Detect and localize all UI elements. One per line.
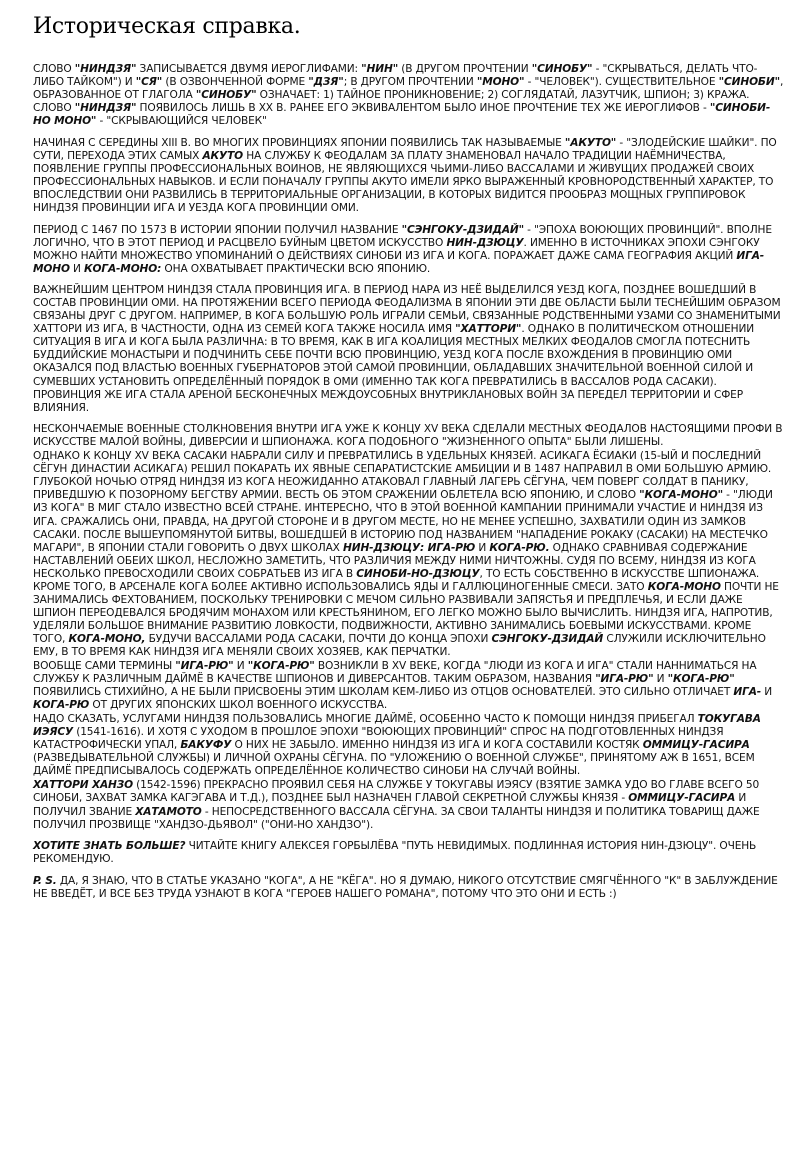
paragraph-p2	[33, 137, 785, 215]
text-run: ; В ДРУГОМ ПРОЧТЕНИИ	[343, 76, 477, 89]
paragraph-p3	[33, 224, 785, 276]
text-run: И	[761, 686, 772, 699]
text-run: (В ОЗВОНЧЕННОЙ ФОРМЕ	[162, 76, 309, 89]
text-run: И	[475, 541, 490, 554]
text-run: ПОЯВИЛИСЬ СТИХИЙНО, А НЕ БЫЛИ ПРИСВОЕНЫ ЭТИМ ШКОЛАМ КЕМ-ЛИБО ИЗ ОТЦОВ ОСНОВАТЕЛЕЙ. ЭТО СИЛЬНО ОТЛИЧАЕТ	[33, 686, 734, 699]
emphasized-term: "КОГА-РЮ"	[247, 660, 315, 673]
text-run: ЧИТАЙТЕ КНИГУ АЛЕКСЕЯ ГОРБЫЛЁВА "ПУТЬ НЕВИДИМЫХ. ПОДЛИННАЯ ИСТОРИЯ НИН-ДЗЮЦУ". ОЧЕНЬ РЕКОМЕНДУЮ.	[33, 840, 757, 866]
text-run: ОЗНАЧАЕТ: 1) ТАЙНОЕ ПРОНИКНОВЕНИЕ; 2) СОГЛЯДАТАЙ, ЛАЗУТЧИК, ШПИОН; 3) КРАЖА. СЛОВО	[33, 89, 750, 115]
emphasized-term: КОГА-МОНО,	[68, 632, 146, 645]
emphasized-term: ОММИЦУ-ГАСИРА	[628, 792, 736, 805]
text-run: НЕСКОНЧАЕМЫЕ ВОЕННЫЕ СТОЛКНОВЕНИЯ ВНУТРИ ИГА УЖЕ К КОНЦУ XV ВЕКА СДЕЛАЛИ МЕСТНЫХ ФЕОДАЛОВ НАСТОЯЩИМИ ПРОФИ В ИСКУССТВЕ МАЛОЙ ВОЙНЫ, ДИВЕРСИИ И ШПИОНАЖА. КОГА ПОДОБНОГО "ЖИЗНЕННОГО ОПЫТА" БЫЛИ ЛИШЕНЫ.	[33, 423, 783, 449]
emphasized-term: СИНОБИ-НО-ДЗЮЦУ	[356, 567, 480, 580]
text-run: - "СКРЫВАТЬСЯ, ДЕЛАТЬ ЧТО-ЛИБО ТАЙКОМ") И	[33, 63, 758, 89]
paragraph-p11	[33, 875, 785, 901]
text-run: О НИХ НЕ ЗАБЫЛО. ИМЕННО НИНДЗЯ ИЗ ИГА И КОГА СОСТАВИЛИ КОСТЯК	[231, 739, 643, 752]
text-run: НАЧИНАЯ С СЕРЕДИНЫ XIII В. ВО МНОГИХ ПРОВИНЦИЯХ ЯПОНИИ ПОЯВИЛИСЬ ТАК НАЗЫВАЕМЫЕ	[33, 136, 565, 149]
text-run: - "ЧЕЛОВЕК"). СУЩЕСТВИТЕЛЬНОЕ	[524, 76, 719, 89]
text-run: НАДО СКАЗАТЬ, УСЛУГАМИ НИНДЗЯ ПОЛЬЗОВАЛИСЬ МНОГИЕ ДАЙМЁ, ОСОБЕННО ЧАСТО К ПОМОЩИ НИНДЗЯ ПРИБЕГАЛ	[33, 713, 698, 726]
text-run: - "ЛЮДИ ИЗ КОГА" В МИГ СТАЛО ИЗВЕСТНО ВСЕЙ СТРАНЕ. ИНТЕРЕСНО, ЧТО В ЭТОЙ ВОЕННОЙ КАМПАНИИ ПРИНИМАЛИ УЧАСТИЕ И НИНДЗЯ ИЗ ИГА. СРАЖАЛИСЬ ОНИ, ПРАВДА, НА ДРУГОЙ СТОРОНЕ И В ДРУГОМ МЕСТЕ, НО НЕ МЕНЕЕ УСПЕШНО, ЗАХВАТИЛИ ОДИН ИЗ ЗАМКОВ САСАКИ. ПОСЛЕ ВЫШЕУПОМЯНУТОЙ БИТВЫ, ВОШЕДШЕЙ В ИСТОРИЮ ПОД НАЗВАНИЕМ "НАПАДЕНИЕ РОКАКУ (САСАКИ) НА МЕСТЕЧКО МАГАРИ", В ЯПОНИИ СТАЛИ ГОВОРИТЬ О ДВУХ ШКОЛАХ	[33, 489, 773, 554]
emphasized-term: КОГА-РЮ	[33, 699, 90, 712]
text-run: . ИМЕННО В ИСТОЧНИКАХ ЭПОХИ СЭНГОКУ МОЖНО НАЙТИ МНОЖЕСТВО УПОМИНАНИЙ О ДЕЙСТВИЯХ СИНОБИ ИЗ ИГА И КОГА. ПОРАЖАЕТ ДАЖЕ САМА ГЕОГРАФИЯ АКЦИЙ	[33, 236, 760, 262]
emphasized-term: "СЭНГОКУ-ДЗИДАЙ"	[401, 223, 524, 236]
text-run: ДА, Я ЗНАЮ, ЧТО В СТАТЬЕ УКАЗАНО "КОГА", А НЕ "КЁГА". НО Я ДУМАЮ, НИКОГО ОТСУТСТВИЕ СМЯГЧЁННОГО "К" В ЗАБЛУЖДЕНИЕ НЕ ВВЕДЁТ, И ВСЕ БЕЗ ТРУДА УЗНАЮТ В КОГА "ГЕРОЕВ НАШЕГО РОМАНА", ПОТОМУ ЧТО ЭТО ОНИ И ЕСТЬ :)	[33, 874, 778, 900]
text-run: СЛОВО	[33, 63, 75, 75]
emphasized-term: P. S.	[33, 874, 57, 887]
text-run: (В ДРУГОМ ПРОЧТЕНИИ	[398, 63, 532, 75]
text-run: , ТО ЕСТЬ СОБСТВЕННО В ИСКУССТВЕ ШПИОНАЖА. КРОМЕ ТОГО, В АРСЕНАЛЕ КОГА БОЛЕЕ АКТИВНО ИСПОЛЬЗОВАЛИСЬ ЯДЫ И ГАЛЛЮЦИНОГЕННЫЕ СМЕСИ. ЗАТО	[33, 567, 760, 593]
emphasized-term: ОММИЦУ-ГАСИРА	[642, 739, 750, 752]
text-run: ВООБЩЕ САМИ ТЕРМИНЫ	[33, 660, 176, 673]
text-run: ОТ ДРУГИХ ЯПОНСКИХ ШКОЛ ВОЕННОГО ИСКУССТВА.	[89, 699, 388, 712]
text-run: ОДНАКО СРАВНИВАЯ СОДЕРЖАНИЕ НАСТАВЛЕНИЙ ОБЕИХ ШКОЛ, НЕСЛОЖНО ЗАМЕТИТЬ, ЧТО РАЗЛИЧИЯ МЕЖДУ НИМИ НИЧТОЖНЫ. СУДЯ ПО ВСЕМУ, НИНДЗЯ ИЗ КОГА НЕСКОЛЬКО ПРЕВОСХОДИЛИ СВОИХ СОБРАТЬЕВ ИЗ ИГА В	[33, 541, 756, 580]
emphasized-term: "ИГА-РЮ"	[175, 660, 234, 673]
emphasized-term: "КОГА-МОНО"	[639, 489, 723, 502]
page-title: Историческая справка.	[33, 14, 301, 39]
emphasized-term: "СИНОБИ"	[718, 76, 780, 89]
paragraph-p5	[33, 423, 785, 449]
text-run: ПЕРИОД С 1467 ПО 1573 В ИСТОРИИ ЯПОНИИ ПОЛУЧИЛ НАЗВАНИЕ	[33, 223, 402, 236]
emphasized-term: СЭНГОКУ-ДЗИДАЙ	[491, 632, 604, 645]
paragraph-p4	[33, 284, 785, 414]
emphasized-term: ИГА-	[733, 686, 761, 699]
emphasized-term: "НИН"	[361, 63, 399, 75]
paragraph-p7	[33, 660, 785, 712]
emphasized-term: КОГА-МОНО	[647, 580, 721, 593]
paragraph-p10	[33, 840, 785, 866]
emphasized-term: НИН-ДЗЮЦУ: ИГА-РЮ	[343, 541, 476, 554]
emphasized-term: ТОКУГАВА ИЭЯСУ	[33, 713, 761, 739]
emphasized-term: "КОГА-РЮ"	[667, 673, 735, 686]
text-run: (1542-1596) ПРЕКРАСНО ПРОЯВИЛ СЕБЯ НА СЛУЖБЕ У ТОКУГАВЫ ИЭЯСУ (ВЗЯТИЕ ЗАМКА УДО ВО ГЛАВЕ ВСЕГО 50 СИНОБИ, ЗАХВАТ ЗАМКА КАГЭГАВА И Т.Д.), ПОЗДНЕЕ БЫЛ НАЗНАЧЕН ГЛАВОЙ СЕКРЕТНОЙ СЛУЖБЫ КНЯЗЯ -	[33, 779, 760, 805]
emphasized-term: "СЯ"	[135, 76, 163, 89]
text-run: ПОЧТИ НЕ ЗАНИМАЛИСЬ ФЕХТОВАНИЕМ, ПОСКОЛЬКУ ТРЕНИРОВКИ С МЕЧОМ СИЛЬНО РАЗВИВАЛИ ЗАПЯСТЬЯ И ПРЕДПЛЕЧЬЯ, И ЕСЛИ ДАЖЕ ШПИОН ПЕРЕОДЕВАЛСЯ БРОДЯЧИМ МОНАХОМ ИЛИ КРЕСТЬЯНИНОМ, ЕГО ЛЕГКО МОЖНО БЫЛО ВЫЧИСЛИТЬ. НИНДЗЯ ИГА, НАПРОТИВ, УДЕЛЯЛИ БОЛЬШОЕ ВНИМАНИЕ РАЗВИТИЮ ЛОВКОСТИ, ПОДВИЖНОСТИ, АКТИВНО ЗАНИМАЛИСЬ БОЕВЫМИ ИСКУССТВАМИ. КРОМЕ ТОГО,	[33, 580, 779, 645]
text-run: (РАЗВЕДЫВАТЕЛЬНОЙ СЛУЖБЫ) И ЛИЧНОЙ ОХРАНЫ СЁГУНА. ПО "УЛОЖЕНИЮ О ВОЕННОЙ СЛУЖБЕ", ПРИНЯТОМУ АЖ В 1651, ВСЕМ ДАЙМЁ ПРЕДПИСЫВАЛОСЬ СОДЕРЖАТЬ ОПРЕДЕЛЁННОЕ КОЛИЧЕСТВО СИНОБИ НА СЛУЧАЙ ВОЙНЫ.	[33, 752, 755, 778]
article-body	[33, 63, 785, 901]
emphasized-term: "НИНДЗЯ"	[74, 63, 137, 75]
emphasized-term: ХОТИТЕ ЗНАТЬ БОЛЬШЕ?	[33, 840, 186, 853]
paragraph-p1	[33, 63, 785, 128]
text-run: ЗАПИСЫВАЕТСЯ ДВУМЯ ИЕРОГЛИФАМИ:	[136, 63, 362, 75]
emphasized-term: КОГА-РЮ.	[489, 541, 550, 554]
text-run: ОДНАКО К КОНЦУ XV ВЕКА САСАКИ НАБРАЛИ СИЛУ И ПРЕВРАТИЛИСЬ В УДЕЛЬНЫХ КНЯЗЕЙ. АСИКАГА ЁСИАКИ (15-ЫЙ И ПОСЛЕДНИЙ СЁГУН ДИНАСТИИ АСИКАГА) РЕШИЛ ПОКАРАТЬ ИХ ЯВНЫЕ СЕПАРАТИСТСКИЕ АМБИЦИИ И В 1487 НАПРАВИЛ В ОМИ БОЛЬШУЮ АРМИЮ. ГЛУБОКОЙ НОЧЬЮ ОТРЯД НИНДЗЯ ИЗ КОГА НЕОЖИДАННО АТАКОВАЛ ГЛАВНЫЙ ЛАГЕРЬ СЁГУНА, ЧЕМ ПОВЕРГ СОЛДАТ В ПАНИКУ, ПРИВЕДШУЮ К ПОЗОРНОМУ БЕГСТВУ АРМИИ. ВЕСТЬ ОБ ЭТОМ СРАЖЕНИИ ОБЛЕТЕЛА ВСЮ ЯПОНИЮ, И СЛОВО	[33, 450, 772, 502]
text-run: И	[69, 262, 85, 275]
emphasized-term: НИН-ДЗЮЦУ	[446, 236, 524, 249]
text-run: (1541-1616). И ХОТЯ С УХОДОМ В ПРОШЛОЕ ЭПОХИ "ВОЮЮЩИХ ПРОВИНЦИЙ" СПРОС НА ПОДГОТОВЛЕННЫХ НИНДЗЯ КАТАСТРОФИЧЕСКИ УПАЛ,	[33, 726, 724, 752]
emphasized-term: АКУТО	[202, 149, 244, 162]
emphasized-term: "ХАТТОРИ"	[455, 323, 522, 336]
text-run: БУДУЧИ ВАССАЛАМИ РОДА САСАКИ, ПОЧТИ ДО КОНЦА ЭПОХИ	[145, 632, 492, 645]
emphasized-term: "ИГА-РЮ"	[595, 673, 654, 686]
text-run: - НЕПОСРЕДСТВЕННОГО ВАССАЛА СЁГУНА. ЗА СВОИ ТАЛАНТЫ НИНДЗЯ И ПОЛИТИКА ТОВАРИЩ ДАЖЕ ПОЛУЧИЛ ПРОЗВИЩЕ "ХАНДЗО-ДЬЯВОЛ" ("ОНИ-НО ХАНДЗО").	[33, 805, 760, 831]
emphasized-term: ИГА-МОНО	[33, 249, 765, 275]
emphasized-term: "МОНО"	[476, 76, 525, 89]
text-run: ОНА ОХВАТЫВАЕТ ПРАКТИЧЕСКИ ВСЮ ЯПОНИЮ.	[161, 262, 431, 275]
emphasized-term: "СИНОБУ"	[531, 63, 593, 75]
emphasized-term: "СИНОБИ-НО МОНО"	[33, 102, 771, 128]
text-run: ВАЖНЕЙШИМ ЦЕНТРОМ НИНДЗЯ СТАЛА ПРОВИНЦИЯ ИГА. В ПЕРИОД НАРА ИЗ НЕЁ ВЫДЕЛИЛСЯ УЕЗД КОГА, ПОЗДНЕЕ ВОШЕДШИЙ В СОСТАВ ПРОВИНЦИИ ОМИ. НА ПРОТЯЖЕНИИ ВСЕГО ПЕРИОДА ФЕОДАЛИЗМА В ЯПОНИИ ЭТИ ДВЕ ОБЛАСТИ БЫЛИ ТЕСНЕЙШИМ ОБРАЗОМ СВЯЗАНЫ ДРУГ С ДРУГОМ. НАПРИМЕР, В КОГА БОЛЬШУЮ РОЛЬ ИГРАЛИ СЕМЬИ, СВЯЗАННЫЕ РОДСТВЕННЫМИ УЗАМИ СО ЗНАМЕНИТЫМИ ХАТТОРИ ИЗ ИГА, В ЧАСТНОСТИ, ОДНА ИЗ СЕМЕЙ КОГА ТАКЖЕ НОСИЛА ИМЯ	[33, 284, 781, 336]
paragraph-p6	[33, 450, 785, 659]
text-run: ВОЗНИКЛИ В XV ВЕКЕ, КОГДА "ЛЮДИ ИЗ КОГА И ИГА" СТАЛИ НАННИМАТЬСЯ НА СЛУЖБУ К РАЗЛИЧНЫМ ДАЙМЁ В КАЧЕСТВЕ ШПИОНОВ И ДИВЕРСАНТОВ. ТАКИМ ОБРАЗОМ, НАЗВАНИЯ	[33, 660, 757, 686]
emphasized-term: ХАТАМОТО	[135, 805, 202, 818]
emphasized-term: ХАТТОРИ ХАНЗО	[33, 779, 133, 792]
emphasized-term: "АКУТО"	[564, 136, 617, 149]
text-run: И	[653, 673, 668, 686]
emphasized-term: "СИНОБУ"	[195, 89, 257, 102]
text-run: - "ЭПОХА ВОЮЮЩИХ ПРОВИНЦИЙ". ВПОЛНЕ ЛОГИЧНО, ЧТО В ЭТОТ ПЕРИОД И РАСЦВЕЛО БУЙНЫМ ЦВЕТОМ ИСКУССТВО	[33, 223, 772, 249]
paragraph-p8	[33, 713, 785, 778]
text-run: НА СЛУЖБУ К ФЕОДАЛАМ ЗА ПЛАТУ ЗНАМЕНОВАЛ НАЧАЛО ТРАДИЦИИ НАЁМНИЧЕСТВА, ПОЯВЛЕНИЕ ГРУППЫ ПРОФЕССИОНАЛЬНЫХ ВОИНОВ, НЕ ЯВЛЯЮЩИХСЯ ЧЬИМИ-ЛИБО ВАССАЛАМИ И ЖИВУЩИХ ПРОДАЖЕЙ СВОИХ ПРОФЕССИОНАЛЬНЫХ НАВЫКОВ. И ЕСЛИ ПОНАЧАЛУ ГРУППЫ АКУТО ИМЕЛИ ЯРКО ВЫРАЖЕННЫЙ КРОВНОРОДСТВЕННЫЙ ХАРАКТЕР, ТО ВПОСЛЕДСТВИИ ОНИ РАЗВИЛИСЬ В ТЕРРИТОРИАЛЬНЫЕ ОРГАНИЗАЦИИ, В КОТОРЫХ ВИДИТСЯ ПРООБРАЗ МОЩНЫХ ГРУППИРОВОК НИНДЗЯ ПРОВИНЦИИ ИГА И УЕЗДА КОГА ПРОВИНЦИИ ОМИ.	[33, 149, 774, 214]
text-run: ПОЯВИЛОСЬ ЛИШЬ В XX В. РАНЕЕ ЕГО ЭКВИВАЛЕНТОМ БЫЛО ИНОЕ ПРОЧТЕНИЕ ТЕХ ЖЕ ИЕРОГЛИФОВ -	[136, 102, 710, 115]
emphasized-term: БАКУФУ	[180, 739, 232, 752]
text-run: СЛУЖИЛИ ИСКЛЮЧИТЕЛЬНО ЕМУ, В ТО ВРЕМЯ КАК НИНДЗЯ ИГА МЕНЯЛИ СВОИХ ХОЗЯЕВ, КАК ПЕРЧАТКИ.	[33, 632, 766, 658]
text-run: И	[233, 660, 248, 673]
paragraph-p9	[33, 779, 785, 831]
text-run: , ОБРАЗОВАННОЕ ОТ ГЛАГОЛА	[33, 76, 784, 102]
emphasized-term: КОГА-МОНО:	[84, 262, 162, 275]
text-run: И ПОЛУЧИЛ ЗВАНИЕ	[33, 792, 747, 818]
text-run: - "СКРЫВАЮЩИЙСЯ ЧЕЛОВЕК"	[96, 115, 267, 128]
text-run: . ОДНАКО В ПОЛИТИЧЕСКОМ ОТНОШЕНИИ СИТУАЦИЯ В ИГА И КОГА БЫЛА РАЗЛИЧНА: В ТО ВРЕМЯ, КАК В ИГА КОАЛИЦИЯ МЕСТНЫХ МЕЛКИХ ФЕОДАЛОВ СМОГЛА ПОТЕСНИТЬ БУДДИЙСКИЕ МОНАСТЫРИ И ПОДЧИНИТЬ СЕБЕ ПОЧТИ ВСЮ ПРОВИНЦИЮ, УЕЗД КОГА ПОСЛЕ ВХОЖДЕНИЯ В ПРОВИНЦИЮ ОМИ ОКАЗАЛСЯ ПОД ВЛАСТЬЮ ВОЕННЫХ ГУБЕРНАТОРОВ ЭТОЙ САМОЙ ПРОВИНЦИИ, ОБЛАДАВШИХ ЗНАЧИТЕЛЬНОЙ ВОЕННОЙ СИЛОЙ И СУМЕВШИХ УСТАНОВИТЬ ОПРЕДЕЛЁННЫЙ ПОРЯДОК В ОМИ (ИМЕННО ТАК КОГА ПРЕВРАТИЛИСЬ В ВАССАЛОВ РОДА САСАКИ). ПРОВИНЦИЯ ЖЕ ИГА СТАЛА АРЕНОЙ БЕСКОНЕЧНЫХ МЕЖДОУСОБНЫХ ВНУТРИКЛАНОВЫХ ВОЙН ЗА ПЕРЕДЕЛ ТЕРРИТОРИИ И СФЕР ВЛИЯНИЯ.	[33, 323, 755, 414]
emphasized-term: "НИНДЗЯ"	[74, 102, 137, 115]
emphasized-term: "ДЗЯ"	[308, 76, 344, 89]
text-run: - "ЗЛОДЕЙСКИЕ ШАЙКИ". ПО СУТИ, ПЕРЕХОДА ЭТИХ САМЫХ	[33, 136, 777, 162]
